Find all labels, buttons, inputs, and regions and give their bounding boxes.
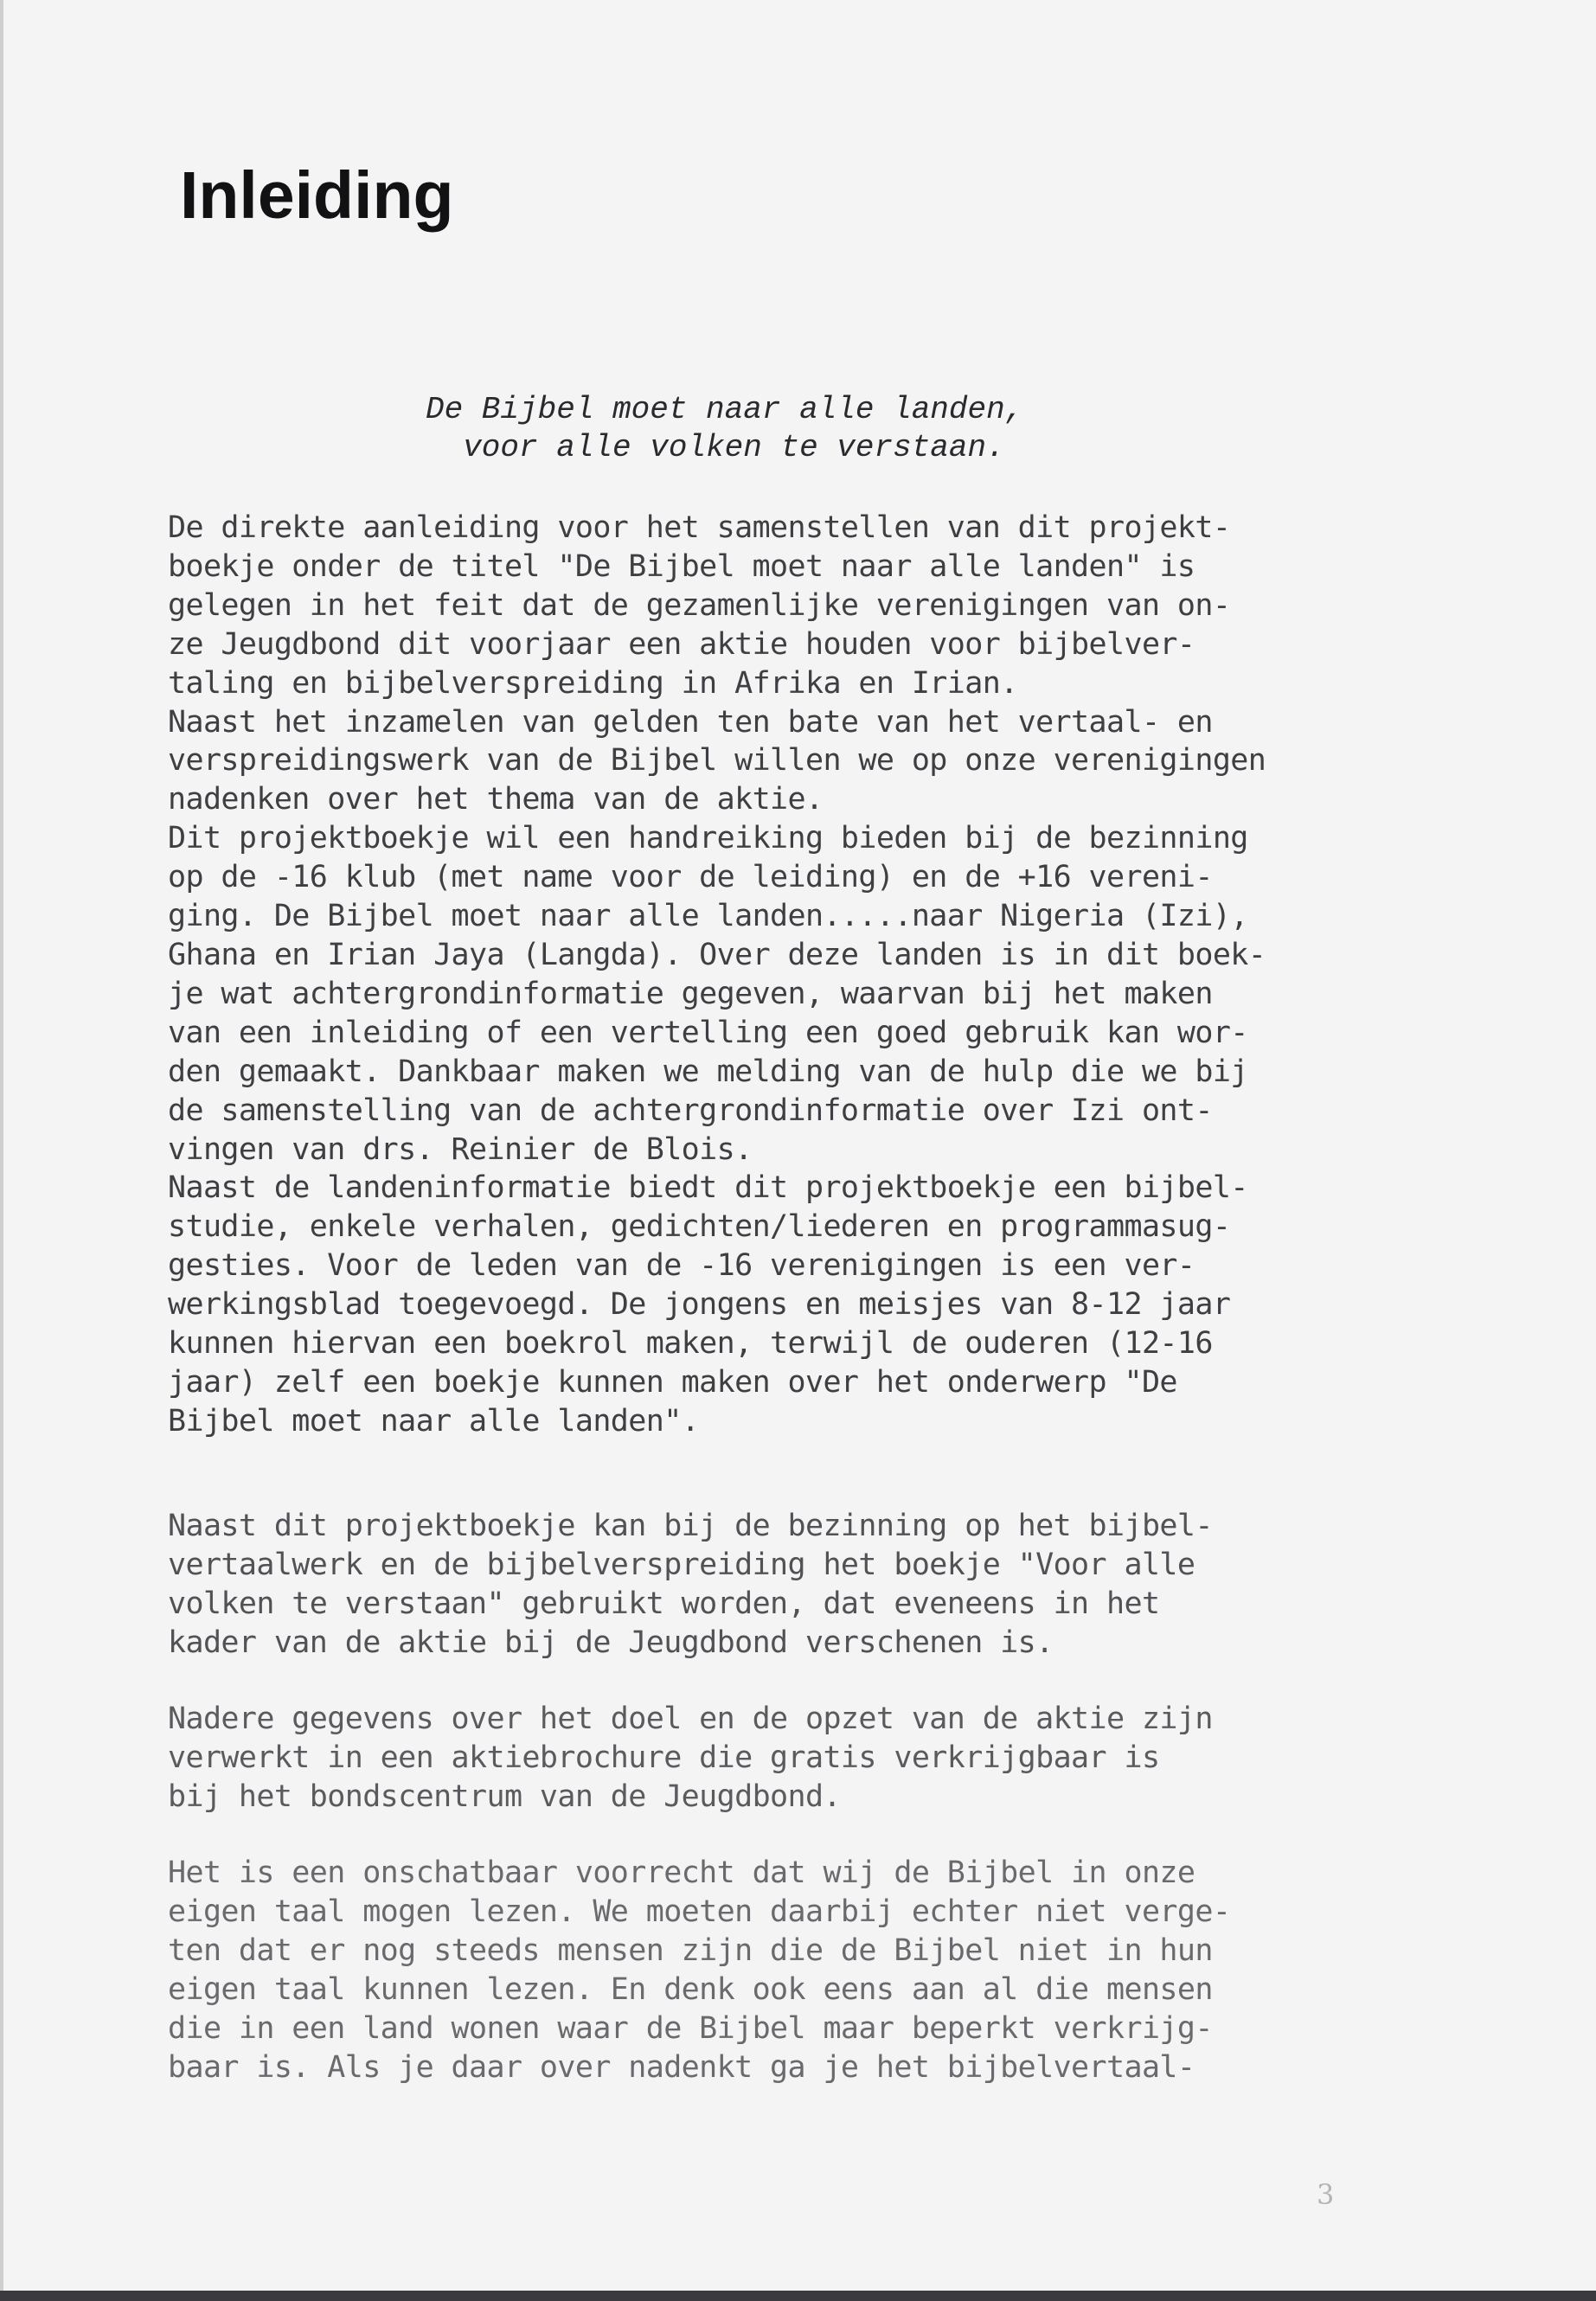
- paragraph-action-brochure: Nadere gegevens over het doel en de opzet van de aktie zijn verwerkt in een aktiebrochure die gratis verkrijgbaar is bij het bondscentrum van de Jeugdbond.: [168, 1702, 1213, 1814]
- paragraph-privilege: Het is een onschatbaar voorrecht dat wij de Bijbel in onze eigen taal mogen lezen. We moeten daarbij echter niet verge- ten dat er nog steeds mensen zijn die de Bijbel niet in hun eigen taal kunnen lezen. En denk ook eens aan al die mensen die in een land wonen waar de Bijbel maar beperkt verkrijg- baar is. Als je daar over nadenkt ga je het bijbelvertaal-: [168, 1856, 1231, 2085]
- paragraph-introduction: De direkte aanleiding voor het samenstellen van dit projekt- boekje onder de titel "De Bijbel moet naar alle landen" is gelegen in het feit dat de gezamenlijke verenigingen van on- ze Jeugdbond dit voorjaar een aktie houden voor bijbelver- taling en bijbelverspreiding in Afrika en Irian. Naast het inzamelen van gelden ten bate van het vertaal- en verspreidingswerk van de Bijbel willen we op onze verenigingen nadenken over het thema van de aktie. Dit projektboekje wil een handreiking bieden bij de bezinning op de -16 klub (met name voor de leiding) en de +16 vereni- ging. De Bijbel moet naar alle landen.....naar Nigeria (Izi), Ghana en Irian Jaya (Langda). Over deze landen is in dit boek- je wat achtergrondinformatie gegeven, waarvan bij het maken van een inleiding of een vertelling een goed gebruik kan wor- den gemaakt. Dankbaar maken we melding van de hulp die we bij de samenstelling van de achtergrondinformatie over Izi ont- vingen van drs. Reinier de Blois. Naast de landeninformatie biedt dit projektboekje een bijbel- studie, enkele verhalen, gedichten/liederen en programmasug- gesties. Voor de leden van de -16 verenigingen is een ver- werkingsblad toegevoegd. De jongens en meisjes van 8-12 jaar kunnen hiervan een boekrol maken, terwijl de ouderen (12-16 jaar) zelf een boekje kunnen maken over het onderwerp "De Bijbel moet naar alle landen".: [168, 510, 1266, 1439]
- page-number: 3: [1317, 2178, 1335, 2211]
- page-bottom-edge: [0, 2291, 1596, 2301]
- paragraph-related-booklet: Naast dit projektboekje kan bij de bezinning op het bijbel- vertaalwerk en de bijbelverspreiding het boekje "Voor alle volken te verstaan" gebruikt worden, dat eveneens in het kader van de aktie bij de Jeugdbond verschenen is.: [168, 1509, 1213, 1660]
- page-title: Inleiding: [180, 158, 454, 233]
- epigraph: De Bijbel moet naar alle landen, voor alle volken te verstaan.: [426, 392, 1024, 465]
